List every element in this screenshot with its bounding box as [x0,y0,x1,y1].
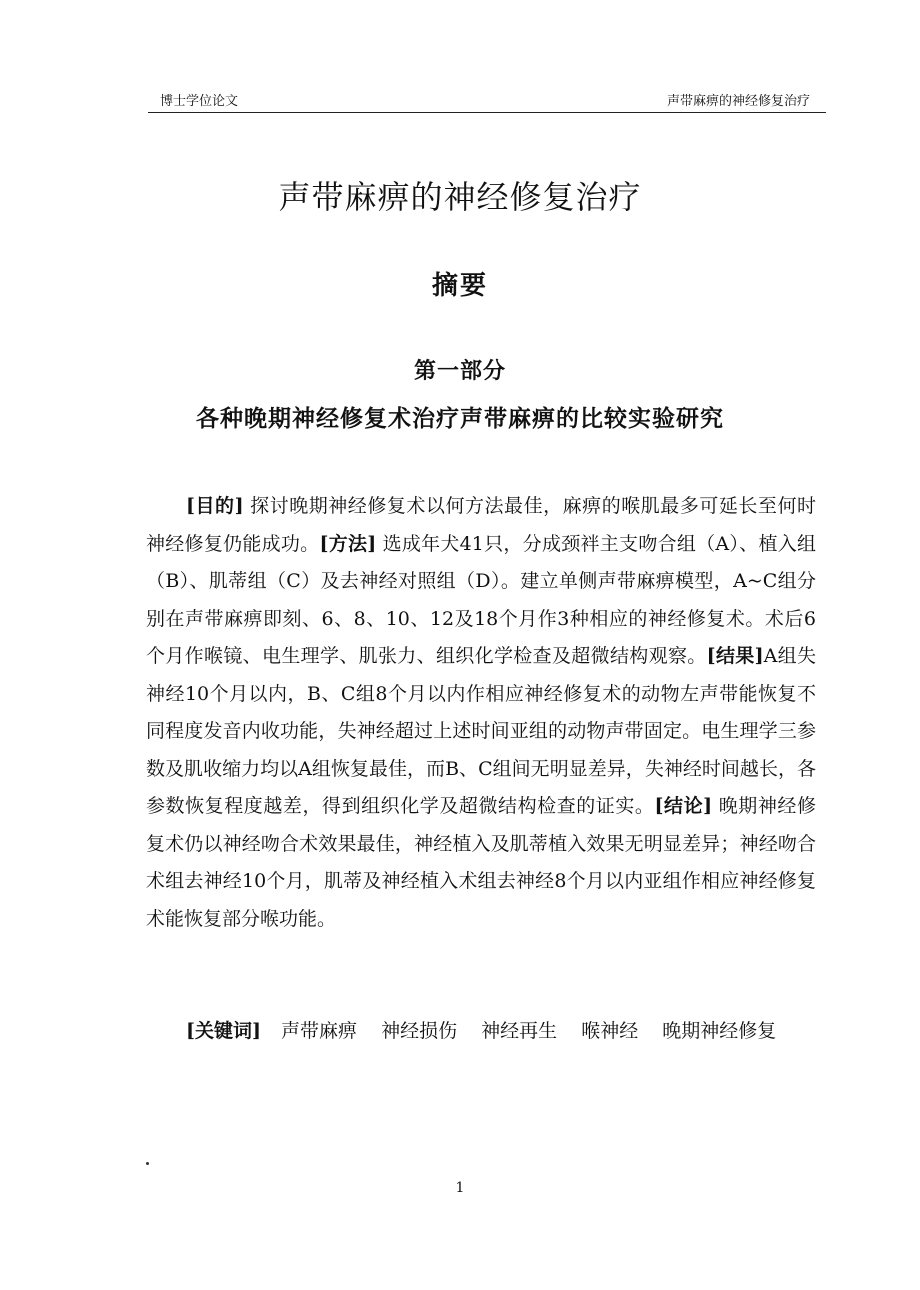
conclusion-text: 晚期神经修复术仍以神经吻合术效果最佳，神经植入及肌蒂植入效果无明显差异；神经吻合术组去神经10个月，肌蒂及神经植入术组去神经8个月以内亚组作相应神经修复术能恢复部分喉功能。 [146,795,816,930]
page-number: 1 [455,1180,465,1196]
keywords-label: [关键词] [186,1020,261,1042]
keyword: 晚期神经修复 [662,1020,777,1042]
part-title: 各种晚期神经修复术治疗声带麻痹的比较实验研究 [196,405,724,432]
thesis-title: 声带麻痹的神经修复治疗 [278,178,642,216]
keywords [186,1016,826,1046]
conclusion-label: [结论] [654,795,713,817]
keyword: 喉神经 [581,1020,639,1042]
methods-text: 选成年犬41只，分成颈袢主支吻合组（A）、植入组（B）、肌蒂组（C）及去神经对照组（D）。建立单侧声带麻痹模型，A~C组分别在声带麻痹即刻、6、8、10、12及18个月作3种相应的神经修复术。术后6个月作喉镜、电生理学、肌张力、组织化学检查及超微结构观察。 [146,532,816,667]
methods-label: [方法] [319,532,377,555]
header-rule [148,112,826,113]
running-head-right: 声带麻痹的神经修复治疗 [666,94,810,109]
keyword: 声带麻痹 [281,1020,358,1042]
scan-speck [146,1162,149,1165]
abstract-body [146,488,816,938]
keyword: 神经损伤 [381,1020,458,1042]
results-label: [结果] [706,645,764,667]
abstract-heading: 摘要 [431,271,488,301]
running-head-left: 博士学位论文 [160,94,239,109]
running-head [148,93,826,113]
results-text: A组失神经10个月以内，B、C组8个月以内作相应神经修复术的动物左声带能恢复不同程度发音内收功能，失神经超过上述时间亚组的动物声带固定。电生理学三参数及肌收缩力均以A组恢复最佳，而B、C组间无明显差异，失神经时间越长，各参数恢复程度越差，得到组织化学及超微结构检查的证实。 [146,645,816,817]
part-label: 第一部分 [413,358,506,384]
keyword: 神经再生 [481,1020,558,1042]
objective-text: 探讨晚期神经修复术以何方法最佳，麻痹的喉肌最多可延长至何时神经修复仍能成功。 [146,495,816,555]
objective-label: [目的] [186,495,244,517]
